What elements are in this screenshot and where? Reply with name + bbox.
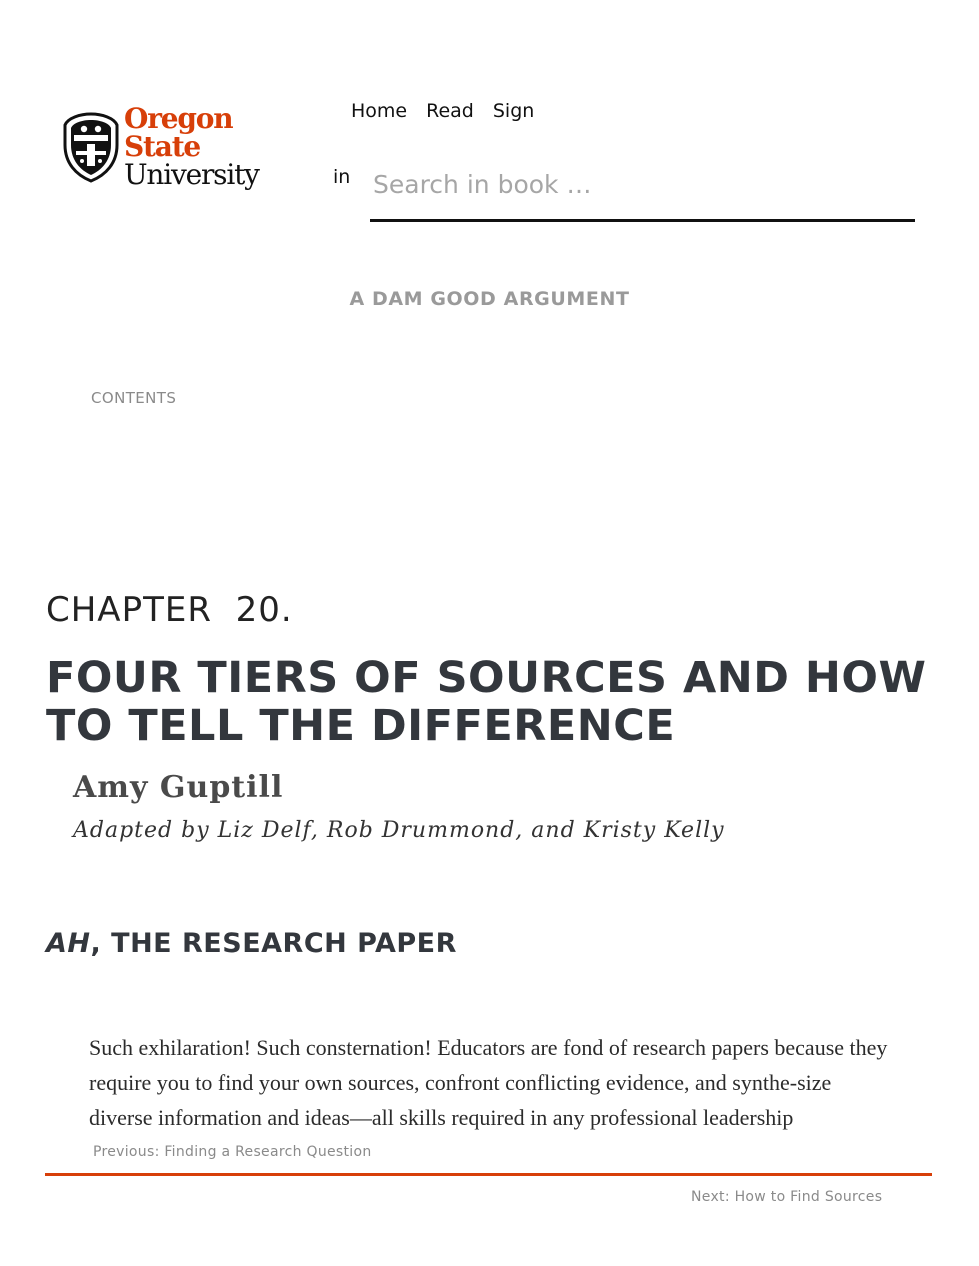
section-heading-rest: , THE RESEARCH PAPER [90, 928, 457, 959]
top-nav [351, 100, 534, 122]
nav-read-link[interactable]: Read [426, 100, 474, 122]
nav-home-link[interactable]: Home [351, 100, 408, 122]
chapter-author: Amy Guptill [73, 770, 284, 805]
chapter-adapted-by: Adapted by Liz Delf, Rob Drummond, and Kristy Kelly [73, 818, 725, 843]
osu-logo-wordmark [124, 102, 302, 191]
contents-toggle[interactable]: CONTENTS [91, 389, 177, 407]
osu-logo-link[interactable] [62, 102, 302, 191]
previous-chapter-link[interactable]: Previous: Finding a Research Question [93, 1144, 372, 1160]
next-chapter-link[interactable]: Next: How to Find Sources [691, 1189, 883, 1205]
logo-line-university: University [124, 158, 259, 191]
footer-divider [45, 1173, 932, 1176]
chapter-number: 20. [235, 590, 293, 630]
section-heading-emphasis: AH [46, 928, 91, 959]
nav-sign-link[interactable]: Sign [492, 100, 535, 122]
chapter-word: CHAPTER [46, 590, 212, 630]
search-input[interactable] [370, 150, 915, 222]
osu-shield-icon [62, 111, 120, 183]
search-prefix-label: in [333, 166, 351, 188]
book-title-link[interactable]: A DAM GOOD ARGUMENT [349, 288, 630, 310]
chapter-number-label [46, 590, 293, 630]
chapter-title: FOUR TIERS OF SOURCES AND HOW TO TELL THE DIFFERENCE [46, 653, 927, 751]
section-heading [46, 928, 457, 959]
section-body-paragraph: Such exhilaration! Such consternation! Educators are fond of research papers because they require you to find your own sources, confront conflicting evidence, and synthe-size diverse information and ideas—all skills required in any professional leadership [89, 1035, 888, 1130]
logo-line-oregon-state: Oregon State [124, 102, 233, 163]
